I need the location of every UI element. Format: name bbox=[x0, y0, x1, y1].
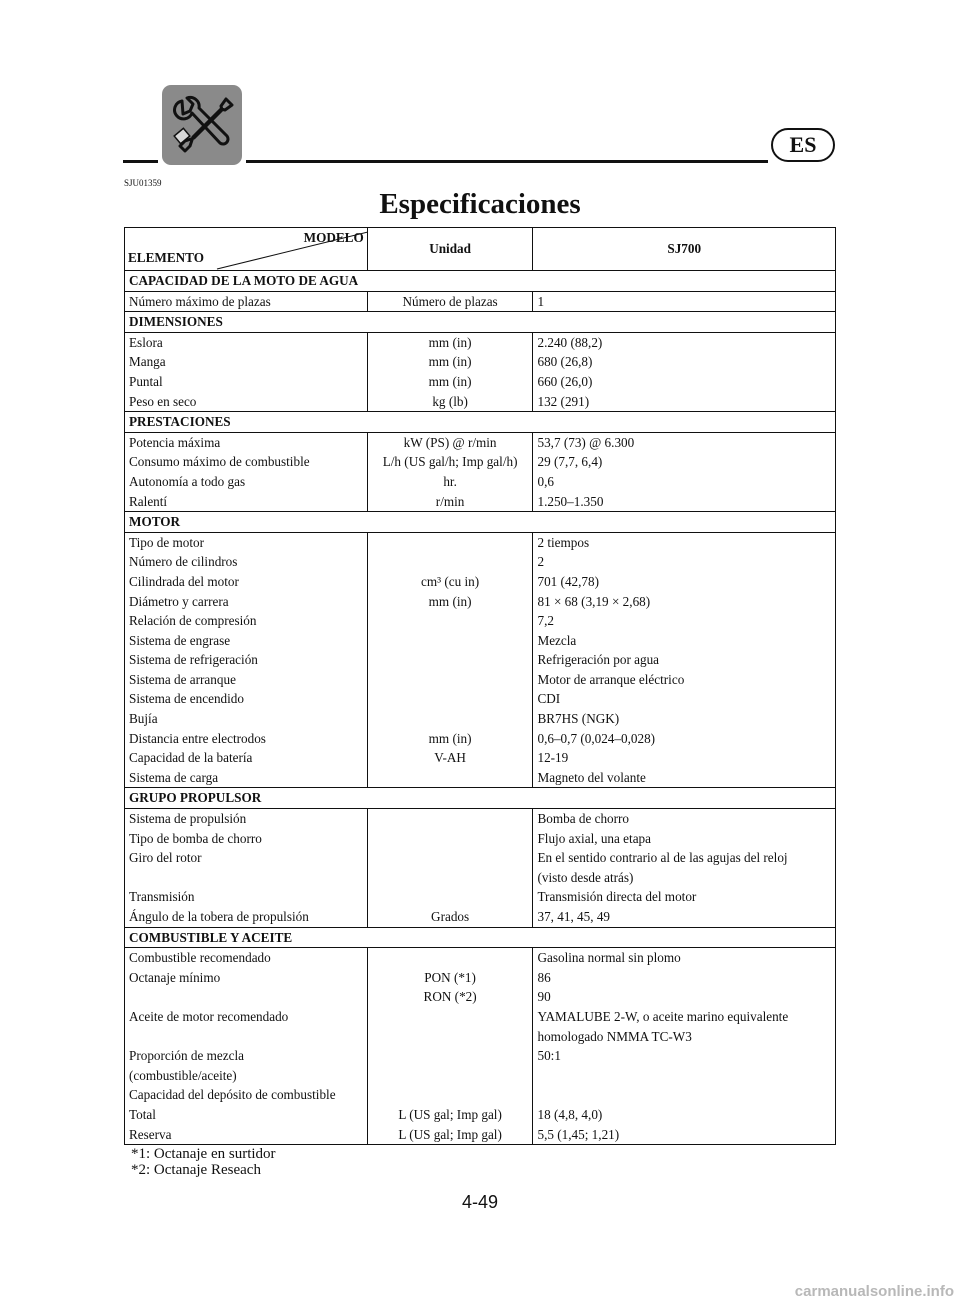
model-label: MODELO bbox=[303, 230, 364, 245]
table-row bbox=[125, 631, 836, 651]
value-cell: CDI bbox=[537, 691, 561, 707]
unit-cell bbox=[367, 848, 533, 868]
value-cell: 81 × 68 (3,19 × 2,68) bbox=[537, 593, 651, 609]
unit-cell: cm³ (cu in) bbox=[367, 572, 533, 592]
section-label: MOTOR bbox=[125, 512, 836, 533]
value-cell: Flujo axial, una etapa bbox=[537, 830, 651, 846]
unit-cell bbox=[367, 1085, 533, 1105]
item-cell: Sistema de encendido bbox=[129, 691, 244, 707]
unit-cell: hr. bbox=[367, 472, 533, 492]
unit-cell bbox=[367, 829, 533, 849]
unit-cell: r/min bbox=[367, 492, 533, 512]
value-cell: En el sentido contrario al de las agujas del reloj bbox=[537, 850, 788, 866]
table-row bbox=[125, 332, 836, 352]
value-cell: Magneto del volante bbox=[537, 769, 646, 785]
value-cell: 2.240 (88,2) bbox=[537, 334, 603, 350]
language-badge: ES bbox=[771, 128, 835, 162]
table-row bbox=[125, 650, 836, 670]
specifications-table bbox=[124, 227, 836, 1145]
table-row bbox=[125, 809, 836, 829]
item-cell: Transmisión bbox=[129, 889, 195, 905]
unit-cell bbox=[367, 809, 533, 829]
unit-cell bbox=[367, 670, 533, 690]
unit-cell bbox=[367, 1007, 533, 1027]
value-cell: 18 (4,8, 4,0) bbox=[537, 1106, 603, 1122]
value-cell: 1.250–1.350 bbox=[537, 493, 604, 509]
table-row bbox=[125, 729, 836, 749]
section-label: GRUPO PROPULSOR bbox=[125, 788, 836, 809]
item-cell: Autonomía a todo gas bbox=[129, 473, 246, 489]
table-row bbox=[125, 452, 836, 472]
item-cell: Puntal bbox=[129, 373, 163, 389]
item-cell: Sistema de propulsión bbox=[129, 811, 247, 827]
table-row bbox=[125, 968, 836, 988]
value-cell: Motor de arranque eléctrico bbox=[537, 671, 685, 687]
item-cell: Capacidad del depósito de combustible bbox=[129, 1087, 336, 1103]
item-cell: Número máximo de plazas bbox=[129, 293, 271, 309]
table-row bbox=[125, 829, 836, 849]
value-cell: 660 (26,0) bbox=[537, 373, 593, 389]
value-cell: Bomba de chorro bbox=[537, 811, 630, 827]
value-cell: 2 bbox=[537, 554, 545, 570]
unit-cell: V-AH bbox=[367, 748, 533, 768]
value-cell: 53,7 (73) @ 6.300 bbox=[537, 434, 635, 450]
item-cell: Número de cilindros bbox=[129, 554, 238, 570]
item-cell: Total bbox=[129, 1106, 156, 1122]
unit-cell: Número de plazas bbox=[367, 291, 533, 312]
unit-cell: kg (lb) bbox=[367, 392, 533, 412]
value-cell: 7,2 bbox=[537, 613, 554, 629]
item-cell: Ralentí bbox=[129, 493, 168, 509]
item-cell bbox=[125, 987, 368, 1007]
item-cell: Consumo máximo de combustible bbox=[129, 454, 310, 470]
unit-cell bbox=[367, 532, 533, 552]
unit-cell: mm (in) bbox=[367, 332, 533, 352]
item-cell: Peso en seco bbox=[129, 393, 197, 409]
value-cell: 0,6–0,7 (0,024–0,028) bbox=[537, 730, 656, 746]
table-row bbox=[125, 709, 836, 729]
table-row bbox=[125, 689, 836, 709]
value-cell: 50:1 bbox=[537, 1048, 561, 1064]
unit-cell: L (US gal; Imp gal) bbox=[367, 1125, 533, 1145]
value-cell: 132 (291) bbox=[537, 393, 590, 409]
table-section-row bbox=[125, 788, 836, 809]
value-cell: YAMALUBE 2-W, o aceite marino equivalente bbox=[537, 1008, 789, 1024]
table-row bbox=[125, 372, 836, 392]
item-cell: Potencia máxima bbox=[129, 434, 221, 450]
table-row bbox=[125, 1105, 836, 1125]
value-cell: 2 tiempos bbox=[537, 534, 590, 550]
unit-cell bbox=[367, 768, 533, 788]
table-row bbox=[125, 1066, 836, 1086]
table-row bbox=[125, 552, 836, 572]
unit-cell: PON (*1) bbox=[367, 968, 533, 988]
header-rule-right bbox=[246, 160, 768, 163]
table-row bbox=[125, 670, 836, 690]
table-row bbox=[125, 848, 836, 868]
table-row bbox=[125, 572, 836, 592]
unit-cell bbox=[367, 1066, 533, 1086]
unit-cell bbox=[367, 689, 533, 709]
table-section-row bbox=[125, 412, 836, 433]
section-label: COMBUSTIBLE Y ACEITE bbox=[125, 927, 836, 948]
unit-header: Unidad bbox=[367, 228, 533, 271]
item-cell: (combustible/aceite) bbox=[129, 1067, 237, 1083]
item-cell: Tipo de motor bbox=[129, 534, 204, 550]
section-label: DIMENSIONES bbox=[125, 312, 836, 333]
value-cell bbox=[533, 1085, 836, 1105]
value-cell: homologado NMMA TC-W3 bbox=[537, 1028, 692, 1044]
unit-cell bbox=[367, 1046, 533, 1066]
value-cell: 0,6 bbox=[537, 473, 554, 489]
item-cell bbox=[125, 868, 368, 888]
value-cell: (visto desde atrás) bbox=[537, 869, 634, 885]
item-cell: Sistema de carga bbox=[129, 769, 219, 785]
unit-cell bbox=[367, 631, 533, 651]
table-row bbox=[125, 768, 836, 788]
unit-cell: mm (in) bbox=[367, 729, 533, 749]
unit-cell: mm (in) bbox=[367, 352, 533, 372]
header-corner-cell bbox=[125, 228, 368, 271]
value-cell: 86 bbox=[537, 969, 551, 985]
table-row bbox=[125, 948, 836, 968]
item-cell: Eslora bbox=[129, 334, 163, 350]
item-cell: Cilindrada del motor bbox=[129, 573, 239, 589]
table-section-row bbox=[125, 271, 836, 292]
item-cell: Sistema de refrigeración bbox=[129, 652, 258, 668]
table-row bbox=[125, 472, 836, 492]
value-cell: Mezcla bbox=[537, 632, 577, 648]
item-cell: Proporción de mezcla bbox=[129, 1048, 244, 1064]
unit-cell: mm (in) bbox=[367, 372, 533, 392]
unit-cell bbox=[367, 868, 533, 888]
unit-cell bbox=[367, 948, 533, 968]
table-row bbox=[125, 1085, 836, 1105]
unit-cell bbox=[367, 611, 533, 631]
value-cell bbox=[533, 1066, 836, 1086]
model-value-header: SJ700 bbox=[533, 228, 836, 271]
table-row bbox=[125, 1125, 836, 1145]
footnote: *2: Octanaje Reseach bbox=[131, 1162, 261, 1178]
table-row bbox=[125, 987, 836, 1007]
item-cell: Sistema de engrase bbox=[129, 632, 231, 648]
item-cell: Tipo de bomba de chorro bbox=[129, 830, 262, 846]
item-cell: Ángulo de la tobera de propulsión bbox=[129, 909, 309, 924]
table-row bbox=[125, 1027, 836, 1047]
unit-cell bbox=[367, 887, 533, 907]
document-code: SJU01359 bbox=[124, 178, 162, 188]
unit-cell: mm (in) bbox=[367, 592, 533, 612]
value-cell: BR7HS (NGK) bbox=[537, 711, 620, 727]
table-row bbox=[125, 291, 836, 312]
table-row bbox=[125, 907, 836, 927]
section-label: CAPACIDAD DE LA MOTO DE AGUA bbox=[125, 271, 836, 292]
item-cell: Relación de compresión bbox=[129, 613, 257, 629]
item-cell: Manga bbox=[129, 354, 166, 370]
item-cell: Giro del rotor bbox=[129, 850, 202, 866]
value-cell: Transmisión directa del motor bbox=[537, 889, 697, 905]
table-row bbox=[125, 432, 836, 452]
table-header-row bbox=[125, 228, 836, 271]
item-cell: Aceite de motor recomendado bbox=[129, 1008, 289, 1024]
unit-cell: L (US gal; Imp gal) bbox=[367, 1105, 533, 1125]
table-section-row bbox=[125, 512, 836, 533]
item-cell: Bujía bbox=[129, 711, 158, 727]
unit-cell: RON (*2) bbox=[367, 987, 533, 1007]
table-row bbox=[125, 868, 836, 888]
value-cell: 701 (42,78) bbox=[537, 573, 600, 589]
page-number: 4-49 bbox=[461, 1192, 499, 1212]
footnote: *1: Octanaje en surtidor bbox=[131, 1146, 276, 1162]
table-row bbox=[125, 352, 836, 372]
value-cell: 680 (26,8) bbox=[537, 354, 593, 370]
value-cell: Gasolina normal sin plomo bbox=[537, 950, 681, 966]
table-row bbox=[125, 748, 836, 768]
unit-cell bbox=[367, 650, 533, 670]
value-cell: 37, 41, 45, 49 bbox=[537, 909, 610, 924]
value-cell: 1 bbox=[537, 293, 545, 309]
value-cell: 29 (7,7, 6,4) bbox=[537, 454, 603, 470]
unit-cell: kW (PS) @ r/min bbox=[367, 432, 533, 452]
value-cell: Refrigeración por agua bbox=[537, 652, 660, 668]
header-rule-left bbox=[123, 160, 158, 163]
table-row bbox=[125, 1046, 836, 1066]
table-section-row bbox=[125, 312, 836, 333]
item-cell: Sistema de arranque bbox=[129, 671, 236, 687]
table-row bbox=[125, 392, 836, 412]
table-row bbox=[125, 887, 836, 907]
watermark: carmanualsonline.info bbox=[794, 1283, 954, 1300]
value-cell: 5,5 (1,45; 1,21) bbox=[537, 1126, 620, 1142]
unit-cell bbox=[367, 709, 533, 729]
item-cell: Distancia entre electrodos bbox=[129, 730, 266, 746]
table-row bbox=[125, 611, 836, 631]
value-cell: 12-19 bbox=[537, 750, 569, 766]
item-cell: Combustible recomendado bbox=[129, 950, 271, 966]
table-section-row bbox=[125, 927, 836, 948]
page-title: Especificaciones bbox=[379, 188, 581, 220]
item-cell: Capacidad de la batería bbox=[129, 750, 253, 766]
table-row bbox=[125, 592, 836, 612]
unit-cell bbox=[367, 552, 533, 572]
table-row bbox=[125, 1007, 836, 1027]
item-cell bbox=[125, 1027, 368, 1047]
wrench-screwdriver-icon bbox=[162, 85, 242, 165]
item-cell: Reserva bbox=[129, 1126, 172, 1142]
table-row bbox=[125, 532, 836, 552]
item-cell: Diámetro y carrera bbox=[129, 593, 229, 609]
value-cell: 90 bbox=[537, 989, 551, 1005]
section-label: PRESTACIONES bbox=[125, 412, 836, 433]
unit-cell: L/h (US gal/h; Imp gal/h) bbox=[367, 452, 533, 472]
unit-cell: Grados bbox=[367, 907, 533, 927]
unit-cell bbox=[367, 1027, 533, 1047]
table-row bbox=[125, 492, 836, 512]
item-label: ELEMENTO bbox=[128, 250, 204, 265]
item-cell: Octanaje mínimo bbox=[129, 969, 221, 985]
